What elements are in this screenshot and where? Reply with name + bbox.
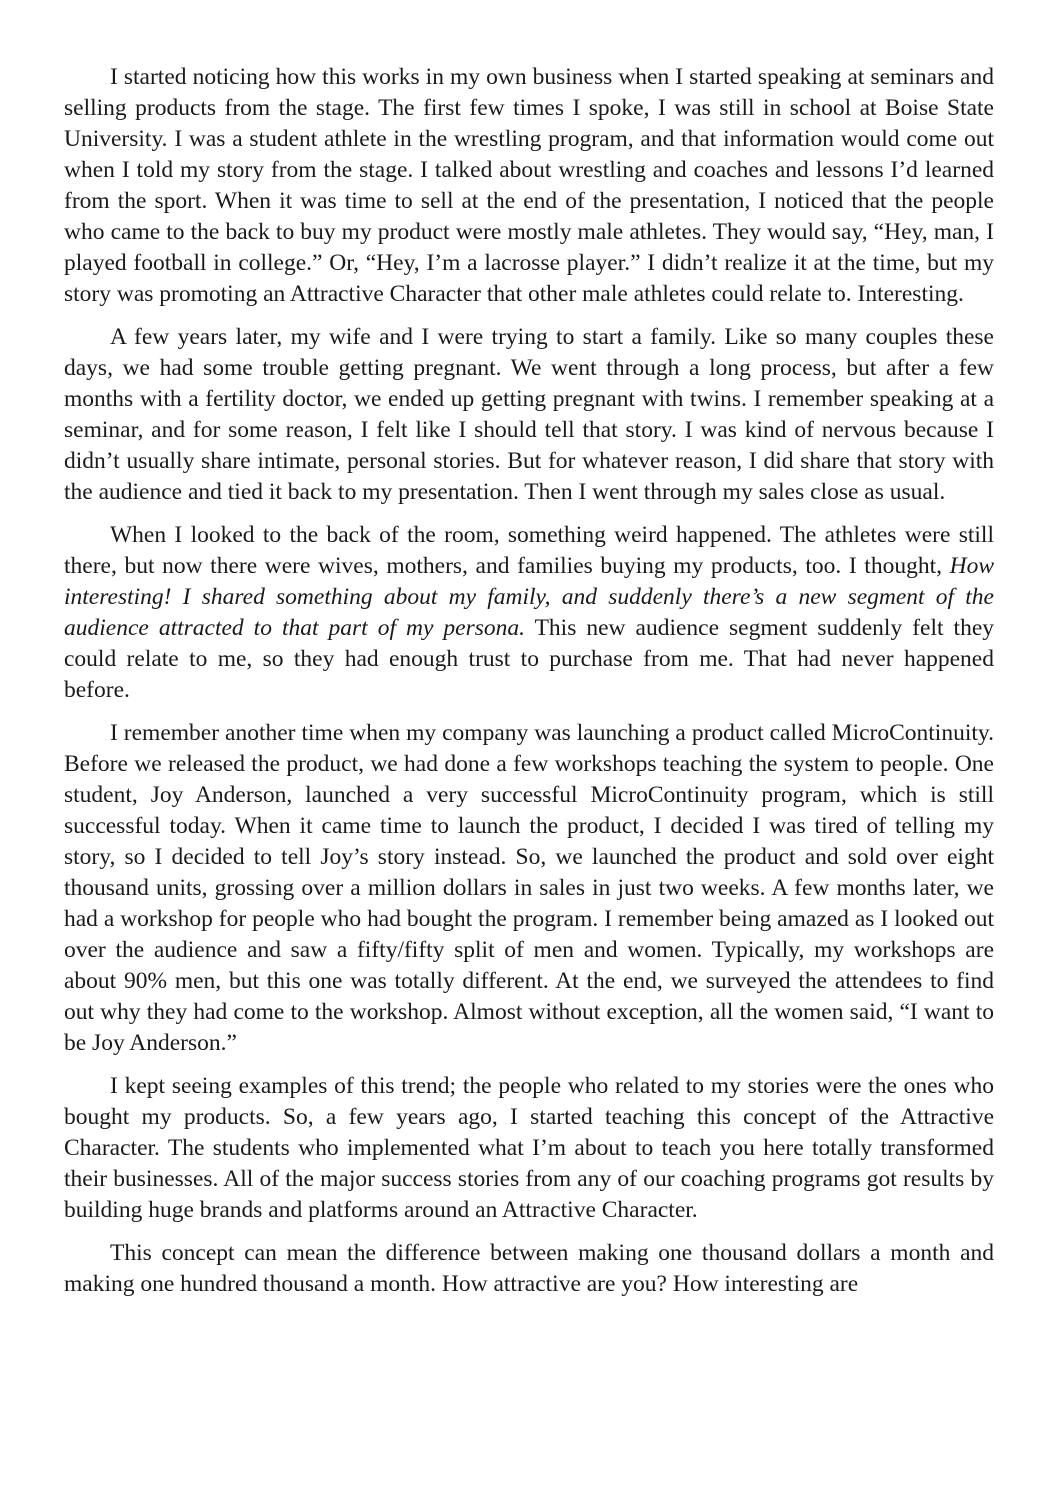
paragraph-seminars: I started noticing how this works in my own business when I started speaking at seminars and selling products from the stage. The first few times I spoke, I was still in school at Boise State University. I was a student athlete in the wrestling program, and that information would come out when I told my story from the stage. I talked about wrestling and coaches and lessons I’d learned from the sport. When it was time to sell at the end of the presentation, I noticed that the people who came to the back to buy my product were mostly male athletes. They would say, “Hey, man, I played football in college.” Or, “Hey, I’m a lacrosse player.” I didn’t realize it at the time, but my story was promoting an Attractive Character that other male athletes could relate to. Interesting. [64,64,994,307]
paragraph-trend: I kept seeing examples of this trend; the people who related to my stories were the ones who bought my products. So, a few years ago, I started teaching this concept of the Attractive Character. The students who implemented what I’m about to teach you here totally transformed their businesses. All of the major success stories from any of our coaching programs got results by building huge brands and platforms around an Attractive Character. [64,1073,994,1223]
paragraph-text: This new audience segment suddenly felt they could relate to me, so they had enough trust to purchase from me. That had never happened before. [64,615,994,703]
paragraph-text: When I looked to the back of the room, something weird happened. The athletes were still there, but now there were wives, mothers, and families buying my products, too. I thought, [64,522,994,579]
italic-thought: How interesting! I shared something about my family, and suddenly there’s a new segment of the audience attracted to that part of my persona. [64,553,994,641]
paragraph-family: A few years later, my wife and I were trying to start a family. Like so many couples these days, we had some trouble getting pregnant. We went through a long process, but after a few months with a fertility doctor, we ended up getting pregnant with twins. I remember speaking at a seminar, and for some reason, I felt like I should tell that story. I was kind of nervous because I didn’t usually share intimate, personal stories. But for whatever reason, I did share that story with the audience and tied it back to my presentation. Then I went through my sales close as usual. [64,324,994,505]
document-page [64,62,994,1312]
paragraph-concept: This concept can mean the difference between making one thousand dollars a month and making one hundred thousand a month. How attractive are you? How interesting are [64,1240,994,1297]
paragraph-back-of-room [64,520,994,706]
paragraph-microcontinuity: I remember another time when my company was launching a product called MicroContinuity. Before we released the product, we had done a few workshops teaching the system to people. One student, Joy Anderson, launched a very successful MicroContinuity program, which is still successful today. When it came time to launch the product, I decided I was tired of telling my story, so I decided to tell Joy’s story instead. So, we launched the product and sold over eight thousand units, grossing over a million dollars in sales in just two weeks. A few months later, we had a workshop for people who had bought the program. I remember being amazed as I looked out over the audience and saw a fifty/fifty split of men and women. Typically, my workshops are about 90% men, but this one was totally different. At the end, we surveyed the attendees to find out why they had come to the workshop. Almost without exception, all the women said, “I want to be Joy Anderson.” [64,720,994,1056]
